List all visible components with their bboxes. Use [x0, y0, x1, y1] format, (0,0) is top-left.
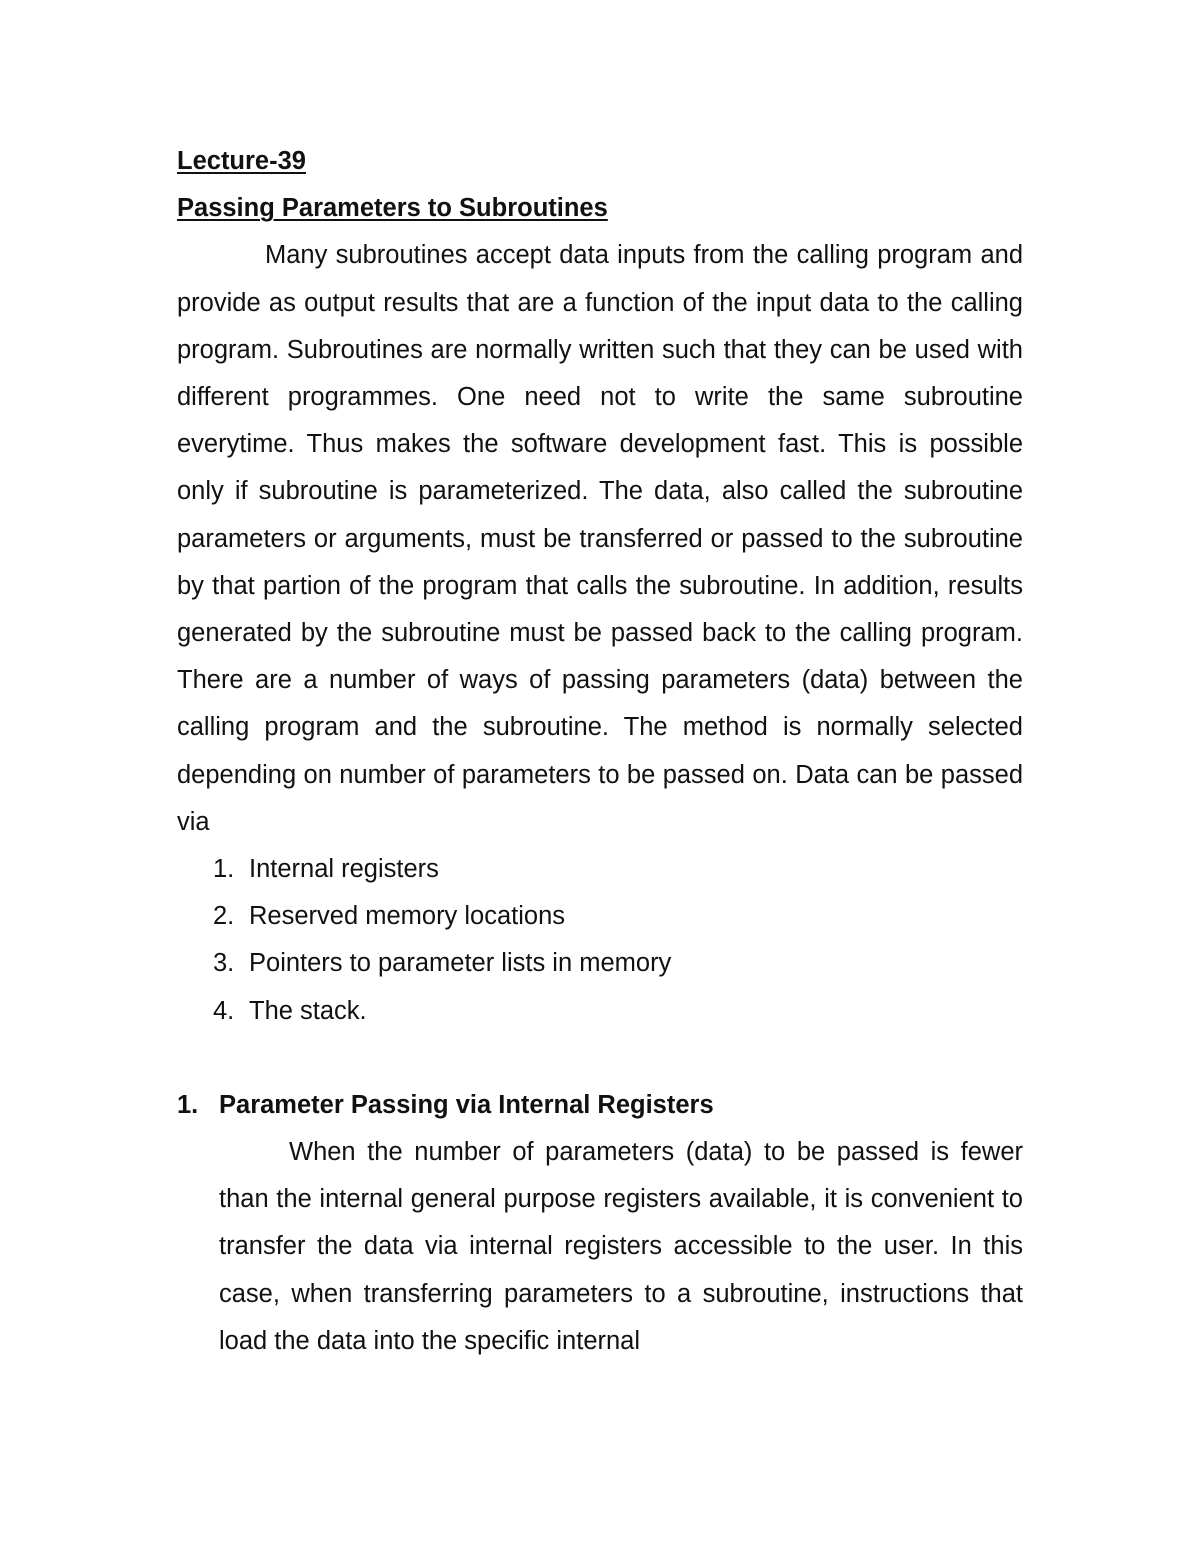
- section-title: Passing Parameters to Subroutines: [177, 194, 608, 223]
- subsection-heading: [177, 1082, 1023, 1129]
- section-spacer: [177, 1035, 1023, 1082]
- list-item-text: Pointers to parameter lists in memory: [249, 949, 672, 978]
- list-item-number: 4.: [213, 996, 235, 1025]
- intro-paragraph: Many subroutines accept data inputs from the calling program and provide as output results that are a function of the input data to the calling program. Subroutines are normally written such that they can be used with different programmes. One need not to write the same subroutine everytime. Thus makes the software development fast. This is possible only if subroutine is parameterized. The data, also called the subroutine parameters or arguments, must be transferred or passed to the subroutine by that partion of the program that calls the subroutine. In addition, results generated by the subroutine must be passed back to the calling program. There are a number of ways of passing parameters (data) between the calling program and the subroutine. The method is normally selected depending on number of parameters to be passed on. Data can be passed via: [177, 241, 1023, 836]
- page-content: [177, 138, 1023, 1365]
- list-item-number: 3.: [213, 949, 235, 978]
- list-item: [213, 940, 1023, 987]
- list-item-text: Internal registers: [249, 855, 439, 884]
- subsection-number: 1.: [177, 1090, 199, 1119]
- list-item-text: The stack.: [249, 996, 367, 1025]
- list-item-text: Reserved memory locations: [249, 902, 566, 931]
- lecture-title: Lecture-39: [177, 147, 306, 175]
- subsection-paragraph: When the number of parameters (data) to be passed is fewer than the internal general purpose registers available, it is convenient to transfer the data via internal registers accessible to the user. In this case, when transferring parameters to a subroutine, instructions that load the data into the specific internal: [219, 1138, 1023, 1355]
- list-item: [213, 893, 1023, 940]
- subsection-title: Parameter Passing via Internal Registers: [219, 1090, 714, 1119]
- methods-list: [177, 846, 1023, 1035]
- list-item: [213, 846, 1023, 893]
- list-item-number: 1.: [213, 855, 235, 884]
- list-item: [213, 988, 1023, 1035]
- list-item-number: 2.: [213, 902, 235, 931]
